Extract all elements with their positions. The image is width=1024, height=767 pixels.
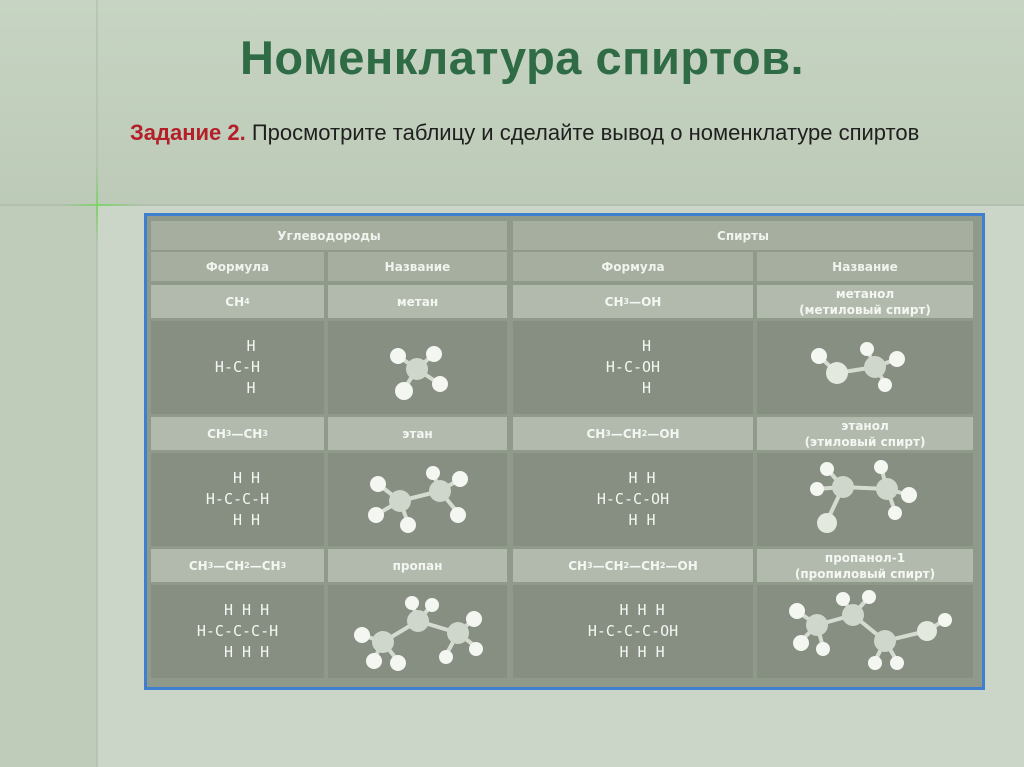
task-body: Просмотрите таблицу и сделайте вывод о номенклатуре спиртов (245, 120, 920, 145)
ball-stick-methanol-icon (757, 321, 973, 414)
structure-methanol: H H-C-OH H (513, 321, 753, 414)
name-ethanol-common: (этиловый спирт) (804, 434, 926, 449)
group-header-hydrocarbons: Углеводороды (151, 221, 507, 250)
name-propanol-common: (пропиловый спирт) (794, 566, 936, 581)
ball-stick-ethanol-icon (757, 453, 973, 546)
name-propanol-main: пропанол-1 (824, 550, 906, 565)
formula-ethane: CH 3 —CH 3 (151, 417, 324, 450)
model-methane (328, 321, 507, 414)
task-label: Задание 2. (130, 120, 246, 145)
formula-methane: CH 4 (151, 285, 324, 318)
structure-methane: H H-C-H H (151, 321, 324, 414)
name-methanol-common: (метиловый спирт) (799, 302, 931, 317)
sparkle-vertical (96, 165, 98, 245)
sparkle-horizontal (60, 204, 140, 206)
name-methanol (757, 285, 973, 318)
formula-propane: CH 3 —CH 2 —CH 3 (151, 549, 324, 582)
col-header-hc-name: Название (328, 252, 507, 281)
model-ethanol (757, 453, 973, 546)
structure-ethane: H H H-C-C-H H H (151, 453, 324, 546)
decorative-vertical-line (96, 0, 98, 767)
nomenclature-table (144, 213, 985, 690)
group-header-alcohols: Спирты (513, 221, 973, 250)
name-ethanol (757, 417, 973, 450)
slide-title: Номенклатура спиртов. (239, 31, 805, 84)
structure-ethanol: H H H-C-C-OH H H (513, 453, 753, 546)
model-ethane (328, 453, 507, 546)
name-propanol (757, 549, 973, 582)
name-ethanol-main: этанол (841, 418, 889, 433)
formula-methanol: CH 3 —OH (513, 285, 753, 318)
ball-stick-propane-icon (328, 585, 507, 678)
col-header-alc-name: Название (757, 252, 973, 281)
model-methanol (757, 321, 973, 414)
decorative-horizontal-line (0, 204, 1024, 206)
ball-stick-ethane-icon (328, 453, 507, 546)
structure-propanol: H H H H-C-C-C-OH H H H (513, 585, 753, 678)
col-header-alc-formula: Формула (513, 252, 753, 281)
formula-ethanol: CH 3 —CH 2 —OH (513, 417, 753, 450)
model-propanol (757, 585, 973, 678)
structure-propane: H H H H-C-C-C-H H H H (151, 585, 324, 678)
ball-stick-propanol-icon (757, 585, 973, 678)
name-methane: метан (328, 285, 507, 318)
slide-left-background (0, 206, 97, 767)
ball-stick-methane-icon (328, 321, 507, 414)
name-methanol-main: метанол (835, 286, 895, 301)
model-propane (328, 585, 507, 678)
col-header-hc-formula: Формула (151, 252, 324, 281)
formula-propanol: CH 3 —CH 2 —CH 2 —OH (513, 549, 753, 582)
name-propane: пропан (328, 549, 507, 582)
task-text (130, 114, 930, 152)
name-ethane: этан (328, 417, 507, 450)
